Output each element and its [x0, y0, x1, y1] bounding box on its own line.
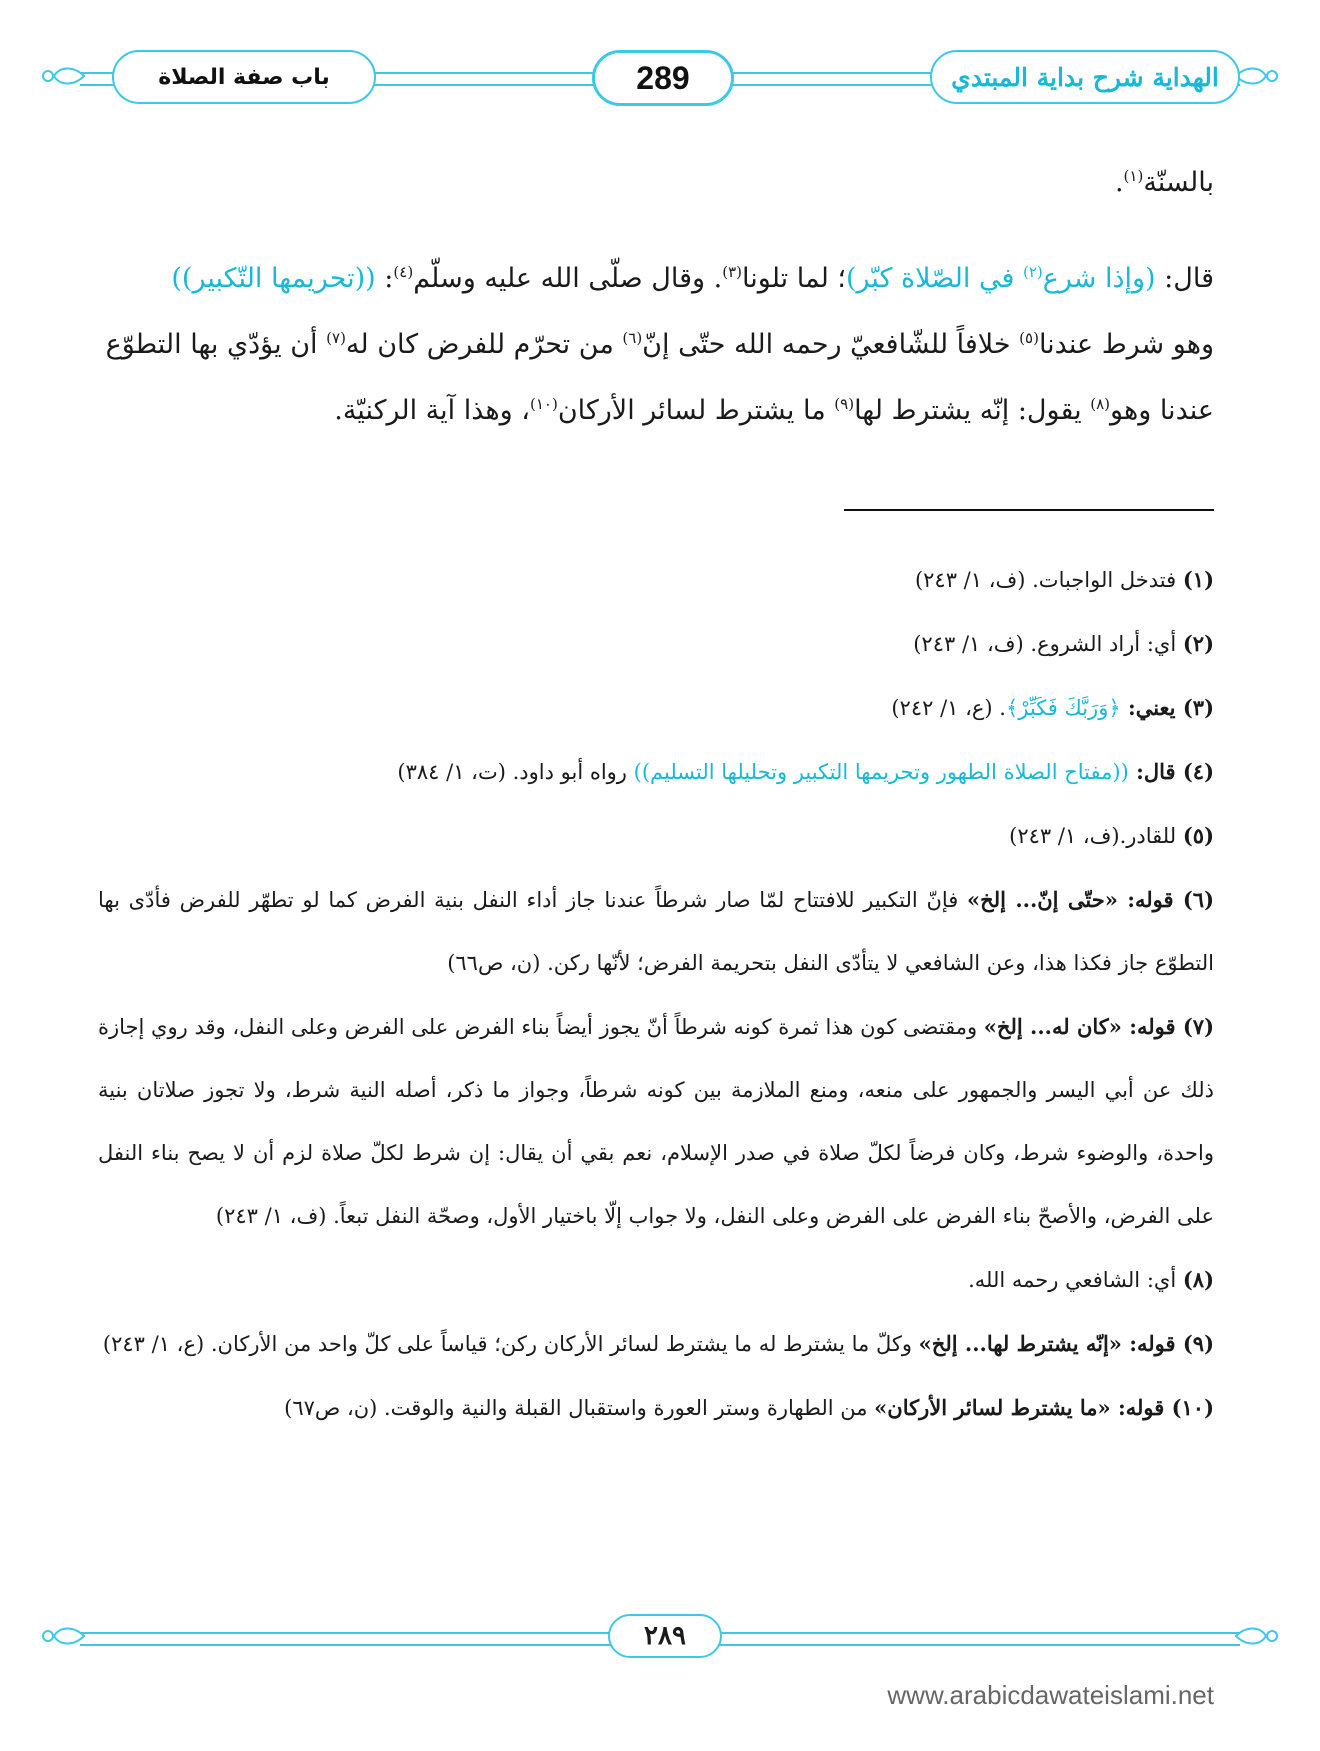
chapter-title: باب صفة الصلاة — [112, 50, 376, 104]
footnote-4: (٤) قال: ((مفتاح الصلاة الطهور وتحريمها التكبير وتحليلها التسليم)) رواه أبو داود. (ت، ١/ ٣٨٤) — [397, 759, 1214, 784]
footer-left-ornament-icon — [40, 1622, 86, 1650]
footnote-7: (٧) قوله: «كان له... إلخ» ومقتضى كون هذا ثمرة كونه شرطاً أنّ يجوز أيضاً بناء الفرض على الفرض وعلى النفل، وقد روي إجازة ذلك عن أبي اليسر والجمهور على منعه، ومنع الملازمة بين كونه شرطاً، وجواز ما ذكر، أصله النية شرط، ولا تجوز صلاتان بنية واحدة، والوضوء شرط، وكان فرضاً لكلّ صلاة في صدر الإسلام، نعم بقي أن يقال: إن شرط لكلّ صلاة لزم أن لا يصح بناء النفل على الفرض، والأصحّ بناء الفرض على الفرض وعلى النفل، ولا جواب إلّا باختيار الأول، وصحّة النفل تبعاً. (ف، ١/ ٢٤٣) — [98, 1014, 1215, 1228]
footnote-3: (٣) يعني: ﴿وَرَبَّكَ فَكَبِّرْ﴾. (ع، ١/ ٢٤٢) — [891, 695, 1214, 720]
main-paragraph — [104, 246, 1214, 444]
footnote-1: (١) فتدخل الواجبات. (ف، ١/ ٢٤٣) — [914, 567, 1214, 592]
book-title: الهداية شرح بداية المبتدي — [930, 50, 1240, 104]
footnotes — [98, 548, 1214, 1440]
left-ornament-icon — [40, 62, 86, 90]
page-footer — [40, 1612, 1280, 1662]
footnote-6: (٦) قوله: «حتّى إنّ... إلخ» فإنّ التكبير للافتتاح لمّا صار شرطاً عندنا جاز أداء النفل بنية الفرض كما لو تطهّر للفرض فأدّى بها التطوّع جاز فكذا هذا، وعن الشافعي لا يتأدّى النفل بتحريمة الفرض؛ لأنّها ركن. (ن، ص٦٦) — [98, 887, 1215, 975]
footnote-5: (٥) للقادر.(ف، ١/ ٢٤٣) — [1009, 823, 1214, 848]
footnote-9: (٩) قوله: «إنّه يشترط لها... إلخ» وكلّ ما يشترط له ما يشترط لسائر الأركان ركن؛ قياساً على كلّ واحد من الأركان. (ع، ١/ ٢٤٣) — [102, 1331, 1214, 1356]
footnote-8: (٨) أي: الشافعي رحمه الله. — [968, 1267, 1214, 1292]
page-header — [40, 42, 1280, 112]
footnote-2: (٢) أي: أراد الشروع. (ف، ١/ ٢٤٣) — [913, 631, 1214, 656]
footnote-separator — [844, 509, 1214, 511]
text-line-2: قال: (وإذا شرع$^{(٢)}$ في الصّلاة كبّر)؛ لما تلونا$^{(٣)}$. وقال صلّى الله عليه وسلّم$^{(٤)}$: ((تحريمها التّكبير)) — [171, 263, 1214, 294]
footer-right-ornament-icon — [1234, 1622, 1280, 1650]
text-line-3: وهو شرط عندنا$^{(٥)}$ خلافاً للشّافعيّ رحمه الله حتّى إنّ$^{(٦)}$ من تحرّم للفرض كان له$^{(٧)}$ أن يؤدّي بها التطوّع — [105, 329, 1214, 360]
website-link[interactable]: www.arabicdawateislami.net — [887, 1680, 1214, 1710]
main-text — [104, 160, 1214, 206]
text-line-4: عندنا وهو$^{(٨)}$ يقول: إنّه يشترط لها$^{(٩)}$ ما يشترط لسائر الأركان$^{(١٠)}$، وهذا آية الركنيّة. — [334, 395, 1214, 426]
footer-page-number: ٢٨٩ — [608, 1614, 722, 1658]
text-line-1: بالسنّة$^{(١)}$. — [1114, 167, 1214, 198]
footnote-10: (١٠) قوله: «ما يشترط لسائر الأركان» من الطهارة وستر العورة واستقبال القبلة والنية والوقت. (ن، ص٦٧) — [284, 1395, 1214, 1420]
right-ornament-icon — [1234, 62, 1280, 90]
page-number: 289 — [592, 50, 734, 106]
